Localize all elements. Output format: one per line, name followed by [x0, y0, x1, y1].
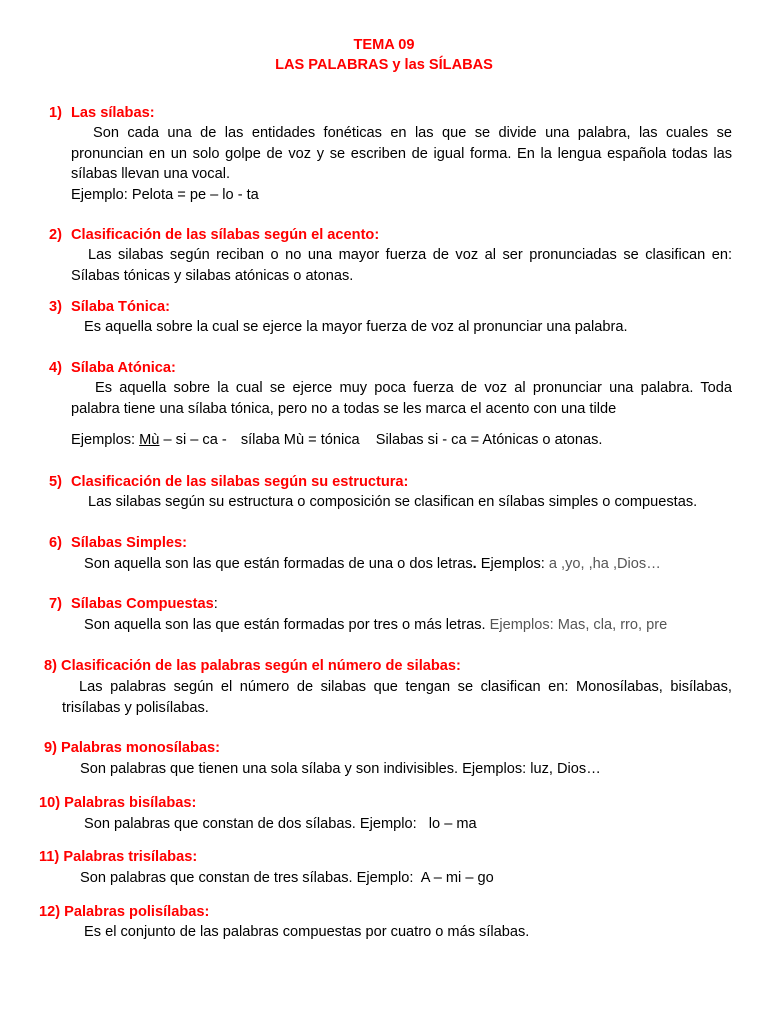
- section-2-text: Las silabas según reciban o no una mayor fuerza de voz al ser pronunciadas se clasifican en: Sílabas tónicas y silabas atónicas o atonas.: [71, 247, 732, 284]
- section-3-text: Es aquella sobre la cual se ejerce la mayor fuerza de voz al pronunciar una palabra.: [84, 319, 628, 335]
- section-4-example-underlined: Mù: [139, 432, 160, 448]
- section-6-dot: .: [472, 556, 477, 572]
- section-7-title: Sílabas Compuestas: [71, 596, 214, 612]
- section-1-title: Las sílabas:: [71, 105, 155, 121]
- section-6-example: a ,yo, ,ha ,Dios…: [548, 556, 661, 572]
- document-title: [0, 35, 768, 75]
- title-line-2: LAS PALABRAS y las SÍLABAS: [275, 57, 493, 73]
- section-2-heading: [49, 225, 379, 245]
- section-4-example-atonic: Silabas si - ca = Atónicas o atonas.: [375, 432, 603, 448]
- section-12-heading: 12) Palabras polisílabas:: [39, 904, 210, 920]
- section-7-heading: [49, 594, 218, 614]
- section-8-text: Las palabras según el número de silabas que tengan se clasifican en: Monosílabas, bisílabas, trisílabas y polisílabas.: [62, 679, 732, 716]
- section-7-colon: :: [213, 596, 218, 612]
- title-line-1: TEMA 09: [353, 37, 415, 53]
- section-5-text: Las silabas según su estructura o composición se clasifican en sílabas simples o compuestas.: [88, 494, 698, 510]
- section-5-number: 5): [49, 474, 62, 490]
- section-7-text: [84, 615, 667, 635]
- section-2-title: Clasificación de las sílabas según el acento:: [71, 227, 380, 243]
- section-5-heading: [49, 472, 408, 492]
- section-11-heading: 11) Palabras trisílabas:: [39, 849, 198, 865]
- section-2-number: 2): [49, 227, 62, 243]
- section-11-text: Son palabras que constan de tres sílabas. Ejemplo: A – mi – go: [80, 870, 494, 886]
- section-3-heading: [49, 297, 170, 317]
- section-6-body: Son aquella son las que están formadas de una o dos letras: [84, 556, 473, 572]
- section-6-title: Sílabas Simples:: [71, 535, 187, 551]
- section-4-title: Sílaba Atónica:: [71, 360, 176, 376]
- section-6-heading: [49, 533, 187, 553]
- section-6-text: [84, 554, 661, 574]
- section-10-text: Son palabras que constan de dos sílabas. Ejemplo: lo – ma: [84, 816, 477, 832]
- section-4-number: 4): [49, 360, 62, 376]
- section-1-heading: [49, 103, 155, 123]
- section-3-title: Sílaba Tónica:: [71, 299, 170, 315]
- section-6-number: 6): [49, 535, 62, 551]
- section-7-number: 7): [49, 596, 62, 612]
- section-5-title: Clasificación de las silabas según su estructura:: [71, 474, 409, 490]
- section-12-text: Es el conjunto de las palabras compuestas por cuatro o más sílabas.: [84, 924, 530, 940]
- section-9-text: Son palabras que tienen una sola sílaba y son indivisibles. Ejemplos: luz, Dios…: [80, 761, 601, 777]
- section-3-number: 3): [49, 299, 62, 315]
- section-7-body: Son aquella son las que están formadas por tres o más letras.: [84, 617, 486, 633]
- section-4-text: Es aquella sobre la cual se ejerce muy poca fuerza de voz al pronunciar una palabra. Toda palabra tiene una sílaba tónica, pero no a todas se les marca el acento con una tilde: [71, 380, 732, 417]
- section-4-heading: [49, 358, 176, 378]
- section-7-example: Ejemplos: Mas, cla, rro, pre: [489, 617, 668, 633]
- section-4-example-tonic: sílaba Mù = tónica: [240, 432, 360, 448]
- section-10-heading: 10) Palabras bisílabas:: [39, 795, 197, 811]
- section-8-heading: 8) Clasificación de las palabras según el número de silabas:: [44, 658, 461, 674]
- section-9-heading: 9) Palabras monosílabas:: [44, 740, 221, 756]
- section-4-example-rest: – si – ca -: [163, 432, 227, 448]
- section-1-text: Son cada una de las entidades fonéticas en las que se divide una palabra, las cuales se pronuncian en un solo golpe de voz y se escriben de igual forma. En la lengua española todas las sílabas llevan una vocal.: [71, 125, 732, 182]
- section-4-example-prefix: Ejemplos:: [71, 432, 136, 448]
- section-1-number: 1): [49, 105, 62, 121]
- section-6-example-label: Ejemplos:: [476, 556, 549, 572]
- section-1-example: Ejemplo: Pelota = pe – lo - ta: [71, 187, 259, 203]
- section-4-examples: [71, 430, 602, 450]
